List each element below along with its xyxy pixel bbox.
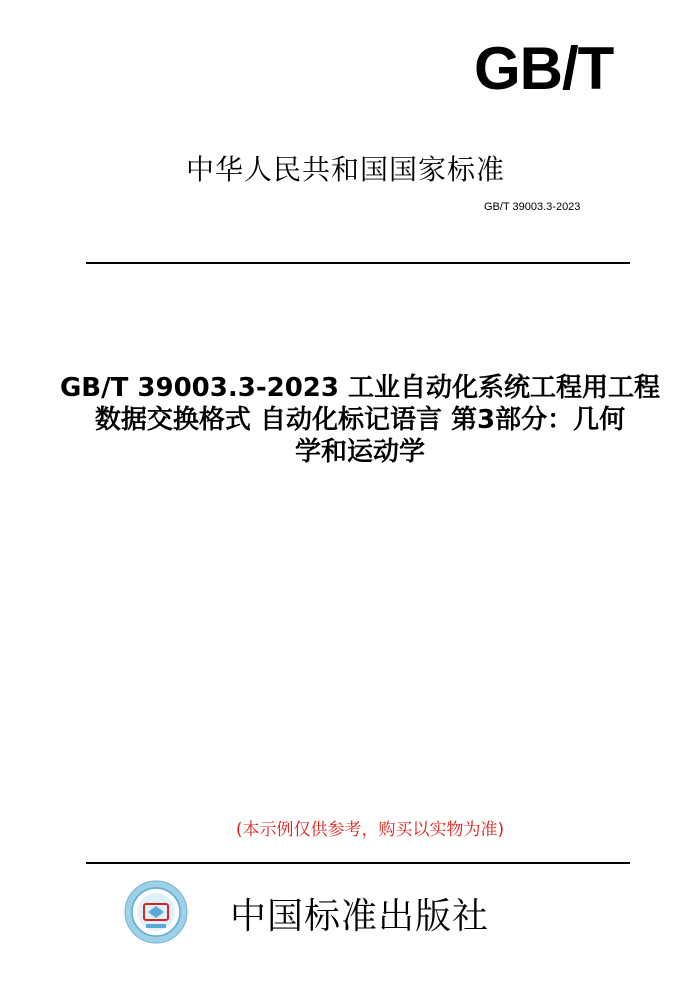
issuing-authority-title: 中华人民共和国国家标准: [186, 153, 506, 186]
publisher-name: 中国标准出版社: [230, 896, 490, 937]
title-line-1: GB/T 39003.3-2023 工业自动化系统工程用工程: [59, 373, 661, 403]
gbt-logo: GB/T: [474, 35, 614, 102]
title-line-3: 学和运动学: [294, 437, 425, 467]
document-title: [40, 372, 680, 468]
standard-code: GB/T 39003.3-2023: [484, 201, 581, 213]
bottom-divider: [86, 862, 630, 864]
title-line-2: 数据交换格式 自动化标记语言 第3部分：几何: [94, 405, 626, 435]
sample-disclaimer: (本示例仅供参考，购买以实物为准): [235, 820, 505, 840]
top-divider: [86, 262, 630, 264]
publisher-seal-icon: [124, 880, 188, 944]
